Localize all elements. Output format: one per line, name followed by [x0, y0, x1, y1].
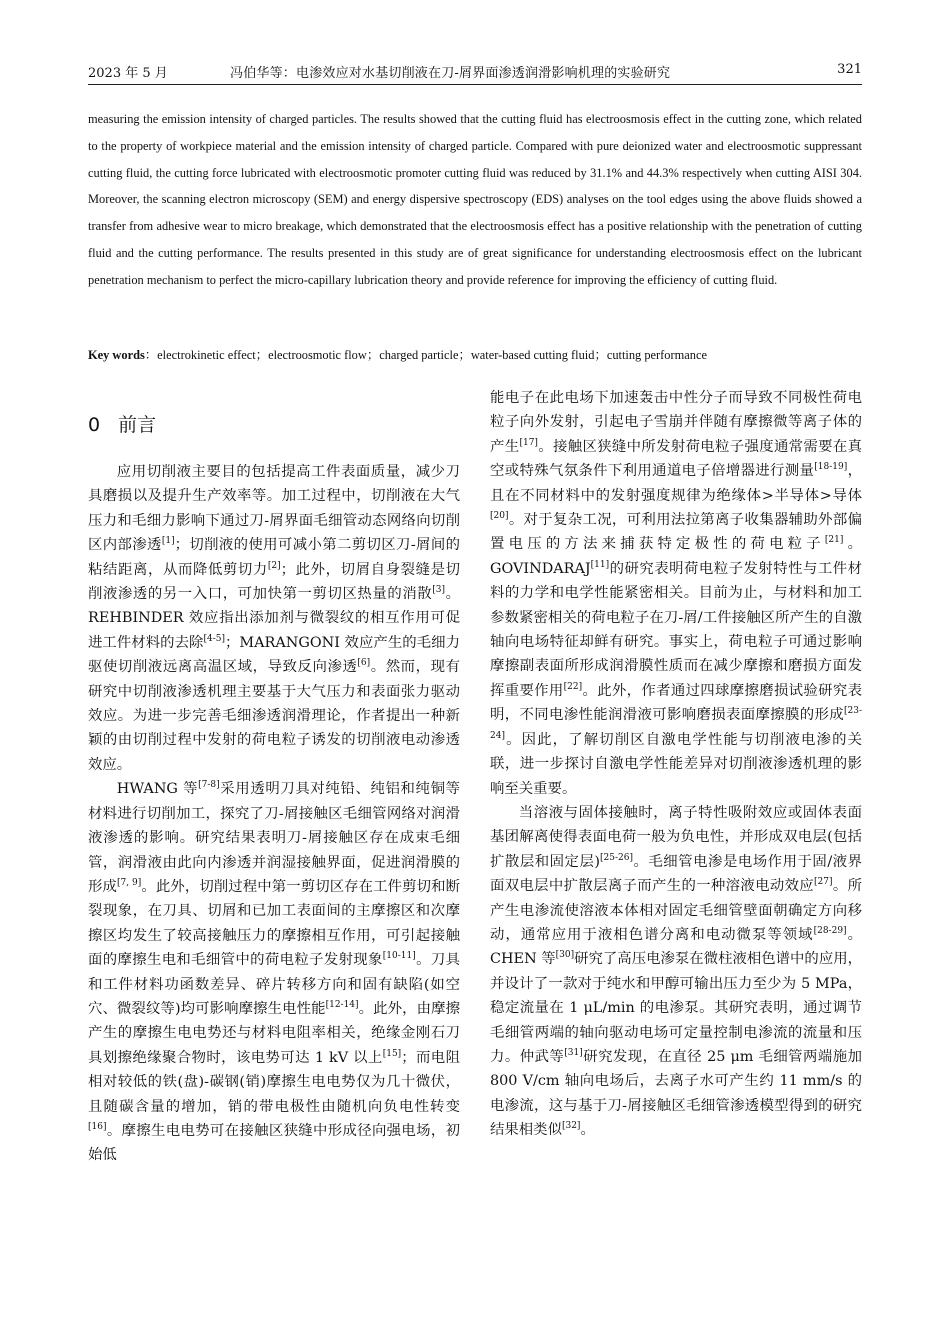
text-run: 当溶液与固体接触时，离子特性吸附效应或固体表面基团解离使得表面电荷一般为负电性，并形成双电层(包括扩散层和固定层) [490, 804, 862, 870]
header-title: 冯伯华等：电渗效应对水基切削液在刀-屑界面渗透润滑影响机理的实验研究 [230, 66, 671, 81]
citation: [18-19] [814, 462, 848, 473]
citation: [10-11] [382, 951, 416, 962]
citation: [22] [563, 682, 583, 693]
text-run: 。刀具和工件材料功函数差异、碎片转移方向和固有缺陷(如空穴、微裂纹等)均可影响摩擦生电性能 [88, 952, 460, 1017]
citation: [23-24] [490, 706, 862, 741]
section-title: 前言 [118, 414, 157, 436]
citation: [7-8] [198, 780, 220, 791]
text-run: 。REHBINDER 效应指出添加剂与微裂纹的相互作用可促进工件材料的去除 [88, 586, 460, 651]
text-run: 。 [580, 1122, 595, 1139]
citation: [3] [432, 585, 446, 596]
running-header [88, 60, 862, 85]
paragraph [490, 801, 862, 1143]
citation: [7, 9] [116, 878, 142, 889]
header-date: 2023 年 5 月 [88, 66, 168, 81]
text-run: ，且在不同材料中的发射强度规律为绝缘体>半导体>导体 [490, 463, 862, 504]
text-run: 。对于复杂工况，可利用法拉第离子收集器辅助外部偏置电压的方法来捕获特定极性的荷电粒子 [490, 512, 862, 553]
citation: [11] [590, 560, 610, 571]
text-run: ；MARANGONI 效应产生的毛细力驱使切削液远离高温区域，导致反向渗透 [88, 634, 460, 676]
text-run: 研究发现，在直径 25 μm 毛细管两端施加 800 V/cm 轴向电场后，去离子水可产生约 11 mm/s 的电渗流，这与基于刀-屑接触区毛细管渗透模型得到的研究结果相类似 [490, 1048, 862, 1139]
text-run: ；此外，切屑自身裂缝是切削液渗透的另一入口，可加快第一剪切区热量的消散 [88, 561, 460, 603]
text-run: 。然而，现有研究中切削液渗透机理主要基于大气压力和表面张力驱动效应。为进一步完善毛细渗透润滑理论，作者提出一种新颖的由切削过程中发射的荷电粒子诱发的切削液电动渗透效应。 [88, 659, 460, 773]
keywords [88, 344, 862, 366]
citation: [15] [382, 1048, 402, 1059]
citation: [32] [561, 1121, 581, 1132]
text-run: 。接触区狭缝中所发射荷电粒子强度通常需要在真空或特殊气氛条件下利用通道电子倍增器进行测量 [490, 438, 862, 480]
paragraph [490, 386, 862, 801]
text-run: 的研究表明荷电粒子发射特性与工件材料的力学和电学性能紧密相关。目前为止，与材料和加工参数紧密相关的荷电粒子在刀-屑/工件接触区所产生的自激轴向电场特征却鲜有研究。事实上，荷电粒子可通过影响摩擦副表面所形成润滑膜性质而在减少摩擦和磨损方面发挥重要作用 [490, 560, 862, 699]
abstract-text: measuring the emission intensity of charged particles. The results showed that the cutting fluid has electroosmosis effect in the cutting zone, which related to the property of workpiece material and the emission intensity of charged particle. Compared with pure deionized water and electroosmotic suppressant cutting fluid, the cutting force lubricated with electroosmotic promoter cutting fluid was reduced by 31.1% and 44.3% respectively when cutting AISI 304. Moreover, the scanning electron microscopy (SEM) and energy dispersive spectroscopy (EDS) analyses on the tool edges using the above fluids showed a transfer from adhesive wear to micro breakage, which demonstrated that the electroosmosis effect has a positive relationship with the penetration of cutting fluid and the cutting performance. The results presented in this study are of great significance for understanding electroosmosis effect on the lubricant penetration mechanism to perfect the micro-capillary lubrication theory and provide reference for improving the efficiency of cutting fluid. [88, 112, 862, 287]
text-run: 。GOVINDARAJ [490, 536, 862, 577]
citation: [4-5] [203, 634, 226, 645]
text-run: 。此外，切削过程中第一剪切区存在工件剪切和断裂现象，在刀具、切屑和已加工表面间的主摩擦区和次摩擦区均发生了较高接触压力的摩擦相互作用，可引起接触面的摩擦生电和毛细管中的荷电粒子发射现象 [88, 878, 460, 969]
text-run: 。毛细管电渗是电场作用于固/液界面双电层中扩散层离子而产生的一种溶液电动效应 [490, 853, 862, 895]
text-run: 。所产生电渗流使溶液本体相对固定毛细管壁面朝确定方向移动，通常应用于液相色谱分离和电动微泵等领域 [490, 878, 862, 943]
right-column [490, 386, 862, 1143]
paragraph [88, 777, 460, 1168]
text-run: 采用透明刀具对纯铅、纯铝和纯铜等材料进行切削加工，探究了刀-屑接触区毛细管网络对润滑液渗透的影响。研究结果表明刀-屑接触区存在成束毛细管，润滑液由此向内渗透并润湿接触界面，促进润滑膜的形成 [88, 781, 460, 895]
citation: [30] [555, 950, 575, 961]
citation: [16] [88, 1122, 107, 1133]
citation: [28-29] [813, 926, 847, 937]
text-run: 。因此，了解切削区自激电学性能与切削液电渗的关联，进一步探讨自激电学性能差异对切削液渗透机理的影响至关重要。 [490, 731, 862, 797]
keywords-label: Key words [88, 348, 145, 362]
section-heading [88, 410, 156, 437]
citation: [21] [824, 535, 844, 546]
citation: [31] [564, 1048, 583, 1059]
citation: [1] [161, 536, 175, 547]
citation: [6] [357, 658, 371, 669]
text-run: ；切削液的使用可减小第二剪切区刀-屑间的粘结距离，从而降低剪切力 [88, 537, 460, 578]
citation: [27] [814, 877, 833, 888]
citation: [2] [267, 560, 281, 571]
text-run: 能电子在此电场下加速轰击中性分子而导致不同极性荷电粒子向外发射，引起电子雪崩并伴随有摩擦微等离子体的产生 [490, 390, 862, 455]
section-number: 0 [88, 414, 101, 436]
text-run: 。此外，作者通过四球摩擦磨损试验研究表明，不同电渗性能润滑液可影响磨损表面摩擦膜的形成 [490, 682, 862, 724]
left-column [88, 460, 460, 1168]
text-run: ；而电阻相对较低的铁(盘)-碳钢(销)摩擦生电电势仅为几十微伏，且随碳含量的增加，销的带电极性由随机向负电性转变 [88, 1049, 460, 1115]
text-run: 。CHEN 等 [490, 926, 862, 968]
page-number: 321 [837, 62, 862, 77]
text-run: 应用切削液主要目的包括提高工件表面质量，减少刀具磨损以及提升生产效率等。加工过程中，切削液在大气压力和毛细力影响下通过刀-屑界面毛细管动态网络向切削区内部渗透 [88, 464, 460, 554]
text-run: HWANG 等 [116, 781, 199, 798]
text-run: 。摩擦生电电势可在接触区狭缝中形成径向强电场，初始低 [88, 1122, 460, 1164]
citation: [12-14] [325, 1000, 359, 1011]
paragraph [88, 460, 460, 777]
keywords-text: ：electrokinetic effect；electroosmotic flow；charged particle；water-based cutting fluid；cutting performance [144, 348, 707, 362]
text-run: 研究了高压电渗泵在微柱液相色谱中的应用，并设计了一款对于纯水和甲醇可输出压力至少为 5 MPa，稳定流量在 1 μL/min 的电渗泵。其研究表明，通过调节毛细管两端的轴向驱动电场可定量控制电渗流的流量和压力。仲武等 [490, 951, 862, 1065]
text-run: 。此外，由摩擦产生的摩擦生电电势还与材料电阻率相关，绝缘金刚石刀具划擦绝缘聚合物时，该电势可达 1 kV 以上 [88, 1000, 460, 1066]
citation: [17] [519, 438, 538, 449]
citation: [20] [490, 511, 509, 522]
citation: [25-26] [600, 852, 633, 863]
